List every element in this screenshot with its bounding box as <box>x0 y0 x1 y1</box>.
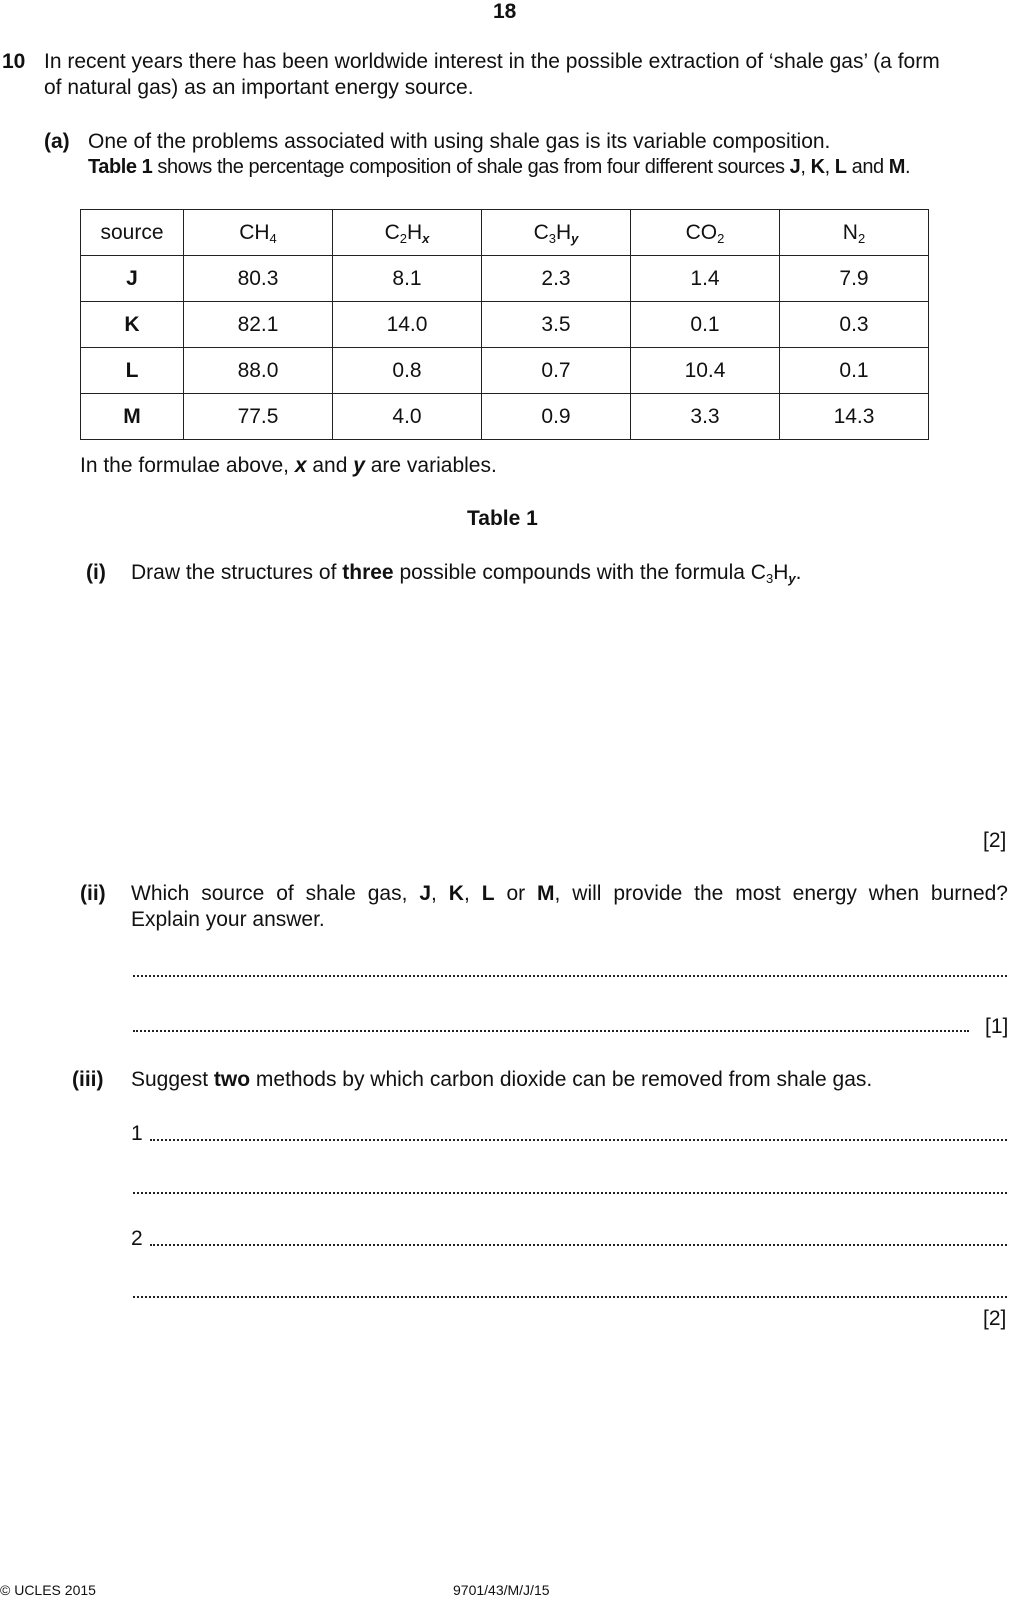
part-i-question: Draw the structures of three possible compounds with the formula $C_3H_y$. <box>131 561 802 586</box>
table-header-row <box>81 210 929 256</box>
header-source: source <box>81 210 184 256</box>
cell-co2: 1.4 <box>631 256 780 302</box>
part-ii-question: Which source of shale gas, J, K, L or M, will provide the most energy when burned? <box>131 882 1008 905</box>
header-co2: $CO_2$ <box>631 210 780 256</box>
table-row <box>81 302 929 348</box>
answer-line[interactable] <box>133 1296 1007 1298</box>
cell-n2: 0.3 <box>780 302 929 348</box>
period: . <box>905 156 911 178</box>
cell-co2: 10.4 <box>631 348 780 394</box>
part-ii-line2: Explain your answer. <box>131 908 325 931</box>
cell-n2: 0.1 <box>780 348 929 394</box>
cell-c2hx: 14.0 <box>333 302 482 348</box>
cell-ch4: 77.5 <box>184 394 333 440</box>
answer-line[interactable] <box>133 975 1007 977</box>
source-j-inline: J <box>789 156 801 178</box>
marks-part-ii: [1] <box>985 1015 1009 1038</box>
row-source: L <box>81 348 184 394</box>
header-n2: $N_2$ <box>780 210 929 256</box>
answer-number-1: 1 <box>131 1122 143 1145</box>
question-intro-line2: of natural gas) as an important energy source. <box>44 76 474 99</box>
part-ii-label: (ii) <box>80 882 106 905</box>
source-m-inline: M <box>888 156 906 178</box>
cell-ch4: 88.0 <box>184 348 333 394</box>
table-note: In the formulae above, x and y are variables. <box>80 454 497 477</box>
row-source: M <box>81 394 184 440</box>
header-ch4: $CH_4$ <box>184 210 333 256</box>
question-number: 10 <box>2 50 26 73</box>
cell-c2hx: 4.0 <box>333 394 482 440</box>
answer-line[interactable] <box>150 1244 1007 1246</box>
source-l-inline: L <box>834 156 847 178</box>
marks-part-i: [2] <box>983 829 1007 852</box>
answer-number-2: 2 <box>131 1227 143 1250</box>
part-a-line1: One of the problems associated with using shale gas is its variable composition. <box>88 130 831 153</box>
part-iii-label: (iii) <box>72 1068 104 1091</box>
table-ref: Table 1 <box>88 156 153 178</box>
row-source: K <box>81 302 184 348</box>
question-intro-line1: In recent years there has been worldwide interest in the possible extraction of ‘shale gas’ (a form <box>44 50 940 73</box>
cell-ch4: 82.1 <box>184 302 333 348</box>
part-a-line2-text: shows the percentage composition of shale gas from four different sources <box>152 156 790 178</box>
part-a-line2 <box>88 156 910 179</box>
answer-line[interactable] <box>133 1030 969 1032</box>
cell-c2hx: 0.8 <box>333 348 482 394</box>
source-k-inline: K <box>810 156 825 178</box>
cell-c3hy: 2.3 <box>482 256 631 302</box>
part-iii-question: Suggest two methods by which carbon dioxide can be removed from shale gas. <box>131 1068 873 1091</box>
table-row <box>81 348 929 394</box>
cell-co2: 0.1 <box>631 302 780 348</box>
footer-copyright: © UCLES 2015 <box>0 1582 96 1598</box>
cell-co2: 3.3 <box>631 394 780 440</box>
answer-line[interactable] <box>133 1192 1007 1194</box>
and: and <box>846 156 889 178</box>
marks-part-iii: [2] <box>983 1307 1007 1330</box>
page-number: 18 <box>493 0 517 23</box>
cell-c2hx: 8.1 <box>333 256 482 302</box>
composition-table <box>80 209 929 440</box>
table-caption: Table 1 <box>467 507 538 530</box>
footer-paper-code: 9701/43/M/J/15 <box>453 1582 550 1598</box>
table-row <box>81 394 929 440</box>
header-c2hx: $C_2H_x$ <box>333 210 482 256</box>
cell-c3hy: 0.9 <box>482 394 631 440</box>
comma: , <box>800 156 806 178</box>
comma: , <box>824 156 830 178</box>
cell-ch4: 80.3 <box>184 256 333 302</box>
cell-n2: 7.9 <box>780 256 929 302</box>
row-source: J <box>81 256 184 302</box>
answer-area-structures[interactable] <box>131 595 1008 820</box>
part-a-label: (a) <box>44 130 70 153</box>
header-c3hy: $C_3H_y$ <box>482 210 631 256</box>
cell-c3hy: 0.7 <box>482 348 631 394</box>
table-row <box>81 256 929 302</box>
part-i-label: (i) <box>86 561 106 584</box>
cell-c3hy: 3.5 <box>482 302 631 348</box>
answer-line[interactable] <box>150 1139 1007 1141</box>
cell-n2: 14.3 <box>780 394 929 440</box>
